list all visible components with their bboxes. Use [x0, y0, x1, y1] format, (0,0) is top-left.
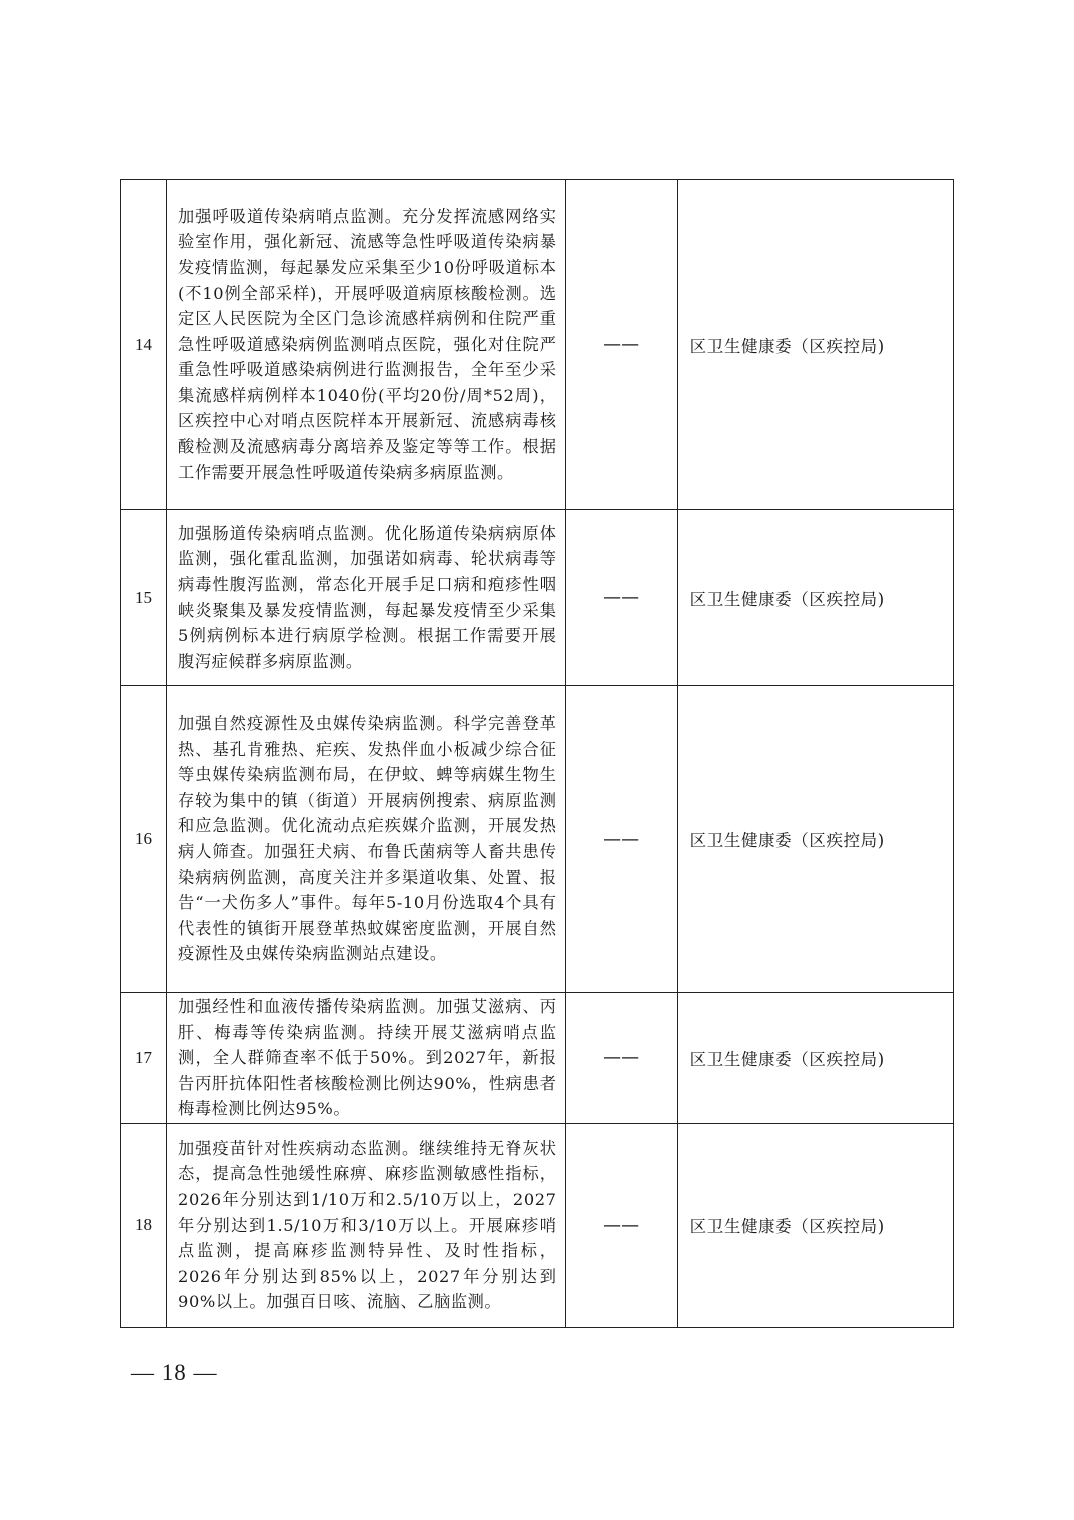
- empty-dash: ——: [565, 686, 677, 993]
- empty-dash: ——: [565, 180, 677, 510]
- task-content: [167, 1123, 565, 1327]
- responsible-unit: 区卫生健康委（区疾控局): [677, 180, 953, 510]
- responsible-unit: 区卫生健康委（区疾控局): [677, 993, 953, 1124]
- task-table: [120, 179, 954, 1328]
- empty-dash: ——: [565, 993, 677, 1124]
- responsible-unit: 区卫生健康委（区疾控局): [677, 510, 953, 686]
- task-content-text: 加强自然疫源性及虫媒传染病监测。科学完善登革热、基孔肯雅热、疟疾、发热伴血小板减少综合征等虫媒传染病监测布局，在伊蚊、蜱等病媒生物生存较为集中的镇（街道）开展病例搜索、病原监测和应急监测。优化流动点疟疾媒介监测，开展发热病人筛查。加强狂犬病、布鲁氏菌病等人畜共患传染病病例监测，高度关注并多渠道收集、处置、报告“一犬伤多人”事件。每年5-10月份选取4个具有代表性的镇街开展登革热蚊媒密度监测，开展自然疫源性及虫媒传染病监测站点建设。: [178, 714, 557, 964]
- task-content: [167, 510, 565, 686]
- page-number: — 18 —: [131, 1360, 218, 1385]
- task-content: [167, 686, 565, 993]
- table-row: [121, 510, 954, 686]
- table-row: [121, 1123, 954, 1327]
- row-number: 14: [121, 180, 167, 510]
- row-number: 17: [121, 993, 167, 1124]
- task-content-text: 加强疫苗针对性疾病动态监测。继续维持无脊灰状态，提高急性弛缓性麻痹、麻疹监测敏感性指标，2026年分别达到1/10万和2.5/10万以上，2027年分别达到1.5/10万和3/10万以上。开展麻疹哨点监测，提高麻疹监测特异性、及时性指标，2026年分别达到85%以上，2027年分别达到90%以上。加强百日咳、流脑、乙脑监测。: [178, 1138, 557, 1312]
- row-number: 16: [121, 686, 167, 993]
- task-content: [167, 993, 565, 1124]
- task-content-text: 加强肠道传染病哨点监测。优化肠道传染病病原体监测，强化霍乱监测，加强诺如病毒、轮状病毒等病毒性腹泻监测，常态化开展手足口病和疱疹性咽峡炎聚集及暴发疫情监测，每起暴发疫情至少采集5例病例标本进行病原学检测。根据工作需要开展腹泻症候群多病原监测。: [178, 523, 557, 671]
- responsible-unit: 区卫生健康委（区疾控局): [677, 686, 953, 993]
- task-content: [167, 180, 565, 510]
- table-row: [121, 180, 954, 510]
- task-content-text: 加强呼吸道传染病哨点监测。充分发挥流感网络实验室作用，强化新冠、流感等急性呼吸道传染病暴发疫情监测，每起暴发应采集至少10份呼吸道标本(不10例全部采样)，开展呼吸道病原核酸检测。选定区人民医院为全区门急诊流感样病例和住院严重急性呼吸道感染病例监测哨点医院，强化对住院严重急性呼吸道感染病例进行监测报告，全年至少采集流感样病例样本1040份(平均20份/周*52周)，区疾控中心对哨点医院样本开展新冠、流感病毒核酸检测及流感病毒分离培养及鉴定等等工作。根据工作需要开展急性呼吸道传染病多病原监测。: [178, 206, 557, 482]
- table-row: [121, 686, 954, 993]
- task-content-text: 加强经性和血液传播传染病监测。加强艾滋病、丙肝、梅毒等传染病监测。持续开展艾滋病哨点监测，全人群筛查率不低于50%。到2027年，新报告丙肝抗体阳性者核酸检测比例达90%，性病患者梅毒检测比例达95%。: [178, 997, 557, 1119]
- table-row: [121, 993, 954, 1124]
- responsible-unit: 区卫生健康委（区疾控局): [677, 1123, 953, 1327]
- row-number: 15: [121, 510, 167, 686]
- empty-dash: ——: [565, 510, 677, 686]
- row-number: 18: [121, 1123, 167, 1327]
- empty-dash: ——: [565, 1123, 677, 1327]
